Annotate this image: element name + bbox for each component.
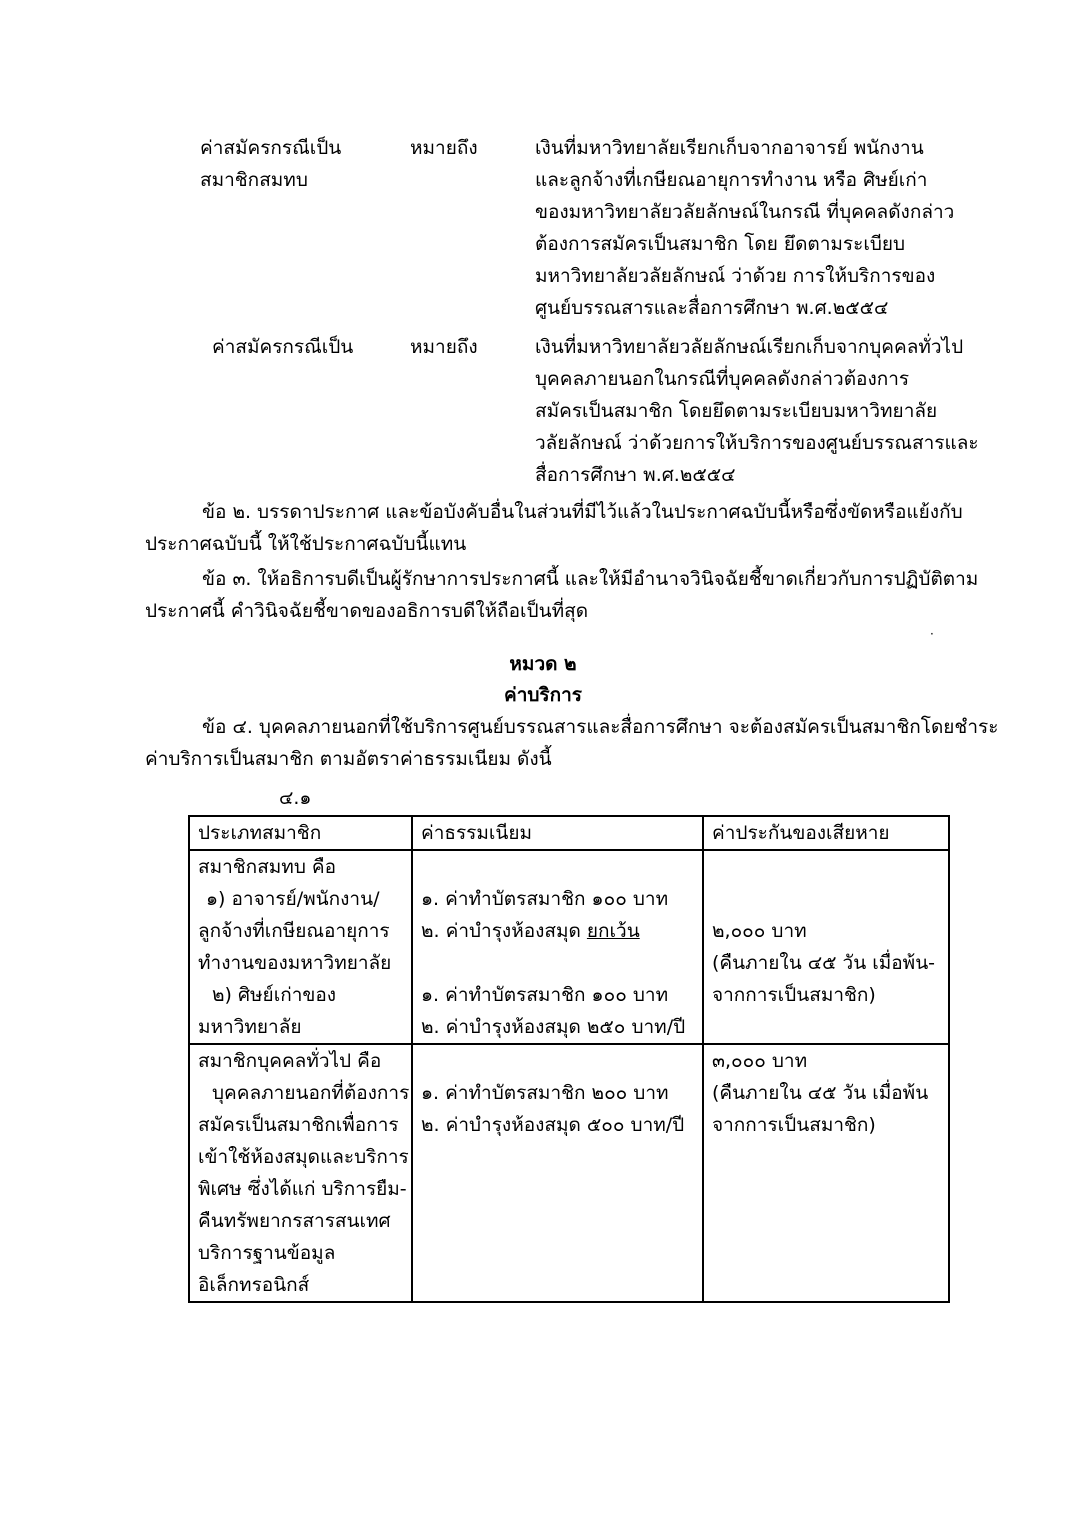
clause-line: ประกาศนี้ คำวินิจฉัยชี้ขาดของอธิการบดีให้ถือเป็นที่สุด <box>145 600 589 622</box>
clause-2 <box>145 496 990 560</box>
fee-maint-prefix: ๒. ค่าบำรุงห้องสมุด <box>421 920 587 942</box>
deposit-cell <box>703 850 949 1044</box>
fee-maint-line: ๒. ค่าบำรุงห้องสมุด ๕๐๐ บาท/ปี <box>421 1114 685 1136</box>
cell-line: คืนทรัพยากรสารสนเทศ <box>198 1210 391 1232</box>
cell-line-blank <box>712 883 940 915</box>
deposit-note: (คืนภายใน ๔๕ วัน เมื่อพ้น- <box>712 952 936 974</box>
cell-line: บริการฐานข้อมูล <box>198 1242 336 1264</box>
header-member-type: ประเภทสมาชิก <box>189 816 412 850</box>
cell-line-blank <box>712 851 940 883</box>
clause-line: ค่าบริการเป็นสมาชิก ตามอัตราค่าธรรมเนียม ดังนี้ <box>145 748 552 770</box>
deposit-note: (คืนภายใน ๔๕ วัน เมื่อพ้น <box>712 1082 929 1104</box>
deposit-note: จากการเป็นสมาชิก) <box>712 1114 876 1136</box>
cell-line: อิเล็กทรอนิกส์ <box>198 1274 310 1296</box>
stray-mark: · <box>930 627 934 641</box>
definition-body-line: ของมหาวิทยาลัยวลัยลักษณ์ในกรณี ที่บุคคลดังกล่าว <box>535 201 955 223</box>
definition-body <box>535 331 979 491</box>
definition-body-line: ศูนย์บรรณสารและสื่อการศึกษา พ.ศ.๒๕๕๔ <box>535 297 889 319</box>
cell-line: สมาชิกสมทบ คือ <box>198 856 337 878</box>
definition-body-line: บุคคลภายนอกในกรณีที่บุคคลดังกล่าวต้องการ <box>535 368 910 390</box>
definition-term-line: ค่าสมัครกรณีเป็น <box>212 336 354 358</box>
cell-line: สมาชิกบุคคลทั่วไป คือ <box>198 1050 382 1072</box>
cell-line-blank <box>421 947 694 979</box>
fee-maint-line: ๒. ค่าบำรุงห้องสมุด ๒๕๐ บาท/ปี <box>421 1016 686 1038</box>
cell-line-blank <box>421 851 694 883</box>
cell-line: ทำงานของมหาวิทยาลัย <box>198 952 392 974</box>
section-title: ค่าบริการ <box>503 684 583 706</box>
definition-body-line: เงินที่มหาวิทยาลัยวลัยลักษณ์เรียกเก็บจากบุคคลทั่วไป <box>535 336 964 358</box>
definition-meaning-word: หมายถึง <box>410 336 478 358</box>
deposit-cell <box>703 1044 949 1302</box>
definition-meaning-word: หมายถึง <box>410 137 478 159</box>
cell-line-blank <box>421 1045 694 1077</box>
definition-body-line: เงินที่มหาวิทยาลัยเรียกเก็บจากอาจารย์ พนักงาน <box>535 137 924 159</box>
fee-card-line: ๑. ค่าทำบัตรสมาชิก ๑๐๐ บาท <box>421 888 669 910</box>
cell-line: เข้าใช้ห้องสมุดและบริการ <box>198 1146 409 1168</box>
member-type-cell <box>189 850 412 1044</box>
definition-body-line: มหาวิทยาลัยวลัยลักษณ์ ว่าด้วย การให้บริการของ <box>535 265 936 287</box>
section-number: หมวด ๒ <box>509 653 577 675</box>
cell-line: ลูกจ้างที่เกษียณอายุการ <box>198 920 390 942</box>
clause-line: ข้อ ๔. บุคคลภายนอกที่ใช้บริการศูนย์บรรณสารและสื่อการศึกษา จะต้องสมัครเป็นสมาชิกโดยชำระ <box>202 716 999 738</box>
deposit-note: จากการเป็นสมาชิก) <box>712 984 876 1006</box>
definition-term-line: สมาชิกสมทบ <box>200 169 308 191</box>
header-fee: ค่าธรรมเนียม <box>412 816 703 850</box>
definition-body-line: สื่อการศึกษา พ.ศ.๒๕๕๔ <box>535 464 736 486</box>
cell-line: พิเศษ ซึ่งได้แก่ บริการยืม- <box>198 1178 407 1200</box>
header-deposit: ค่าประกันของเสียหาย <box>703 816 949 850</box>
clause-line: ประกาศฉบับนี้ ให้ใช้ประกาศฉบับนี้แทน <box>145 533 467 555</box>
table-row <box>189 850 949 1044</box>
deposit-amount: ๒,๐๐๐ บาท <box>712 920 807 942</box>
cell-line: บุคคลภายนอกที่ต้องการ <box>212 1082 410 1104</box>
cell-line: สมัครเป็นสมาชิกเพื่อการ <box>198 1114 399 1136</box>
definition-term <box>200 132 400 196</box>
fee-table <box>188 815 950 1303</box>
fee-card-line: ๑. ค่าทำบัตรสมาชิก ๒๐๐ บาท <box>421 1082 669 1104</box>
table-row <box>189 1044 949 1302</box>
fee-maint-line <box>421 915 694 947</box>
cell-line: มหาวิทยาลัย <box>198 1016 302 1038</box>
sub-clause-number: ๔.๑ <box>279 787 312 809</box>
member-type-cell <box>189 1044 412 1302</box>
definition-term <box>212 331 412 363</box>
definition-term-line: ค่าสมัครกรณีเป็น <box>200 137 342 159</box>
fee-cell <box>412 850 703 1044</box>
definition-body <box>535 132 975 324</box>
deposit-amount: ๓,๐๐๐ บาท <box>712 1050 808 1072</box>
clause-4 <box>145 711 999 775</box>
clause-3 <box>145 563 990 627</box>
cell-line: ๒) ศิษย์เก่าของ <box>212 984 337 1006</box>
definition-body-line: ต้องการสมัครเป็นสมาชิก โดย ยึดตามระเบียบ <box>535 233 906 255</box>
clause-line: ข้อ ๓. ให้อธิการบดีเป็นผู้รักษาการประกาศนี้ และให้มีอำนาจวินิจฉัยชี้ขาดเกี่ยวกับการปฏิบัติตาม <box>202 568 979 590</box>
definition-body-line: สมัครเป็นสมาชิก โดยยึดตามระเบียบมหาวิทยาลัย <box>535 400 938 422</box>
table-header-row <box>189 816 949 850</box>
fee-cell <box>412 1044 703 1302</box>
fee-card-line: ๑. ค่าทำบัตรสมาชิก ๑๐๐ บาท <box>421 984 669 1006</box>
fee-exempt-label: ยกเว้น <box>586 920 640 942</box>
clause-line: ข้อ ๒. บรรดาประกาศ และข้อบังคับอื่นในส่วนที่มีไว้แล้วในประกาศฉบับนี้หรือซึ่งขัดหรือแย้งกับ <box>202 501 963 523</box>
definition-body-line: วลัยลักษณ์ ว่าด้วยการให้บริการของศูนย์บรรณสารและ <box>535 432 979 454</box>
definition-body-line: และลูกจ้างที่เกษียณอายุการทำงาน หรือ ศิษย์เก่า <box>535 169 928 191</box>
cell-line: ๑) อาจารย์/พนักงาน/ <box>206 888 380 910</box>
